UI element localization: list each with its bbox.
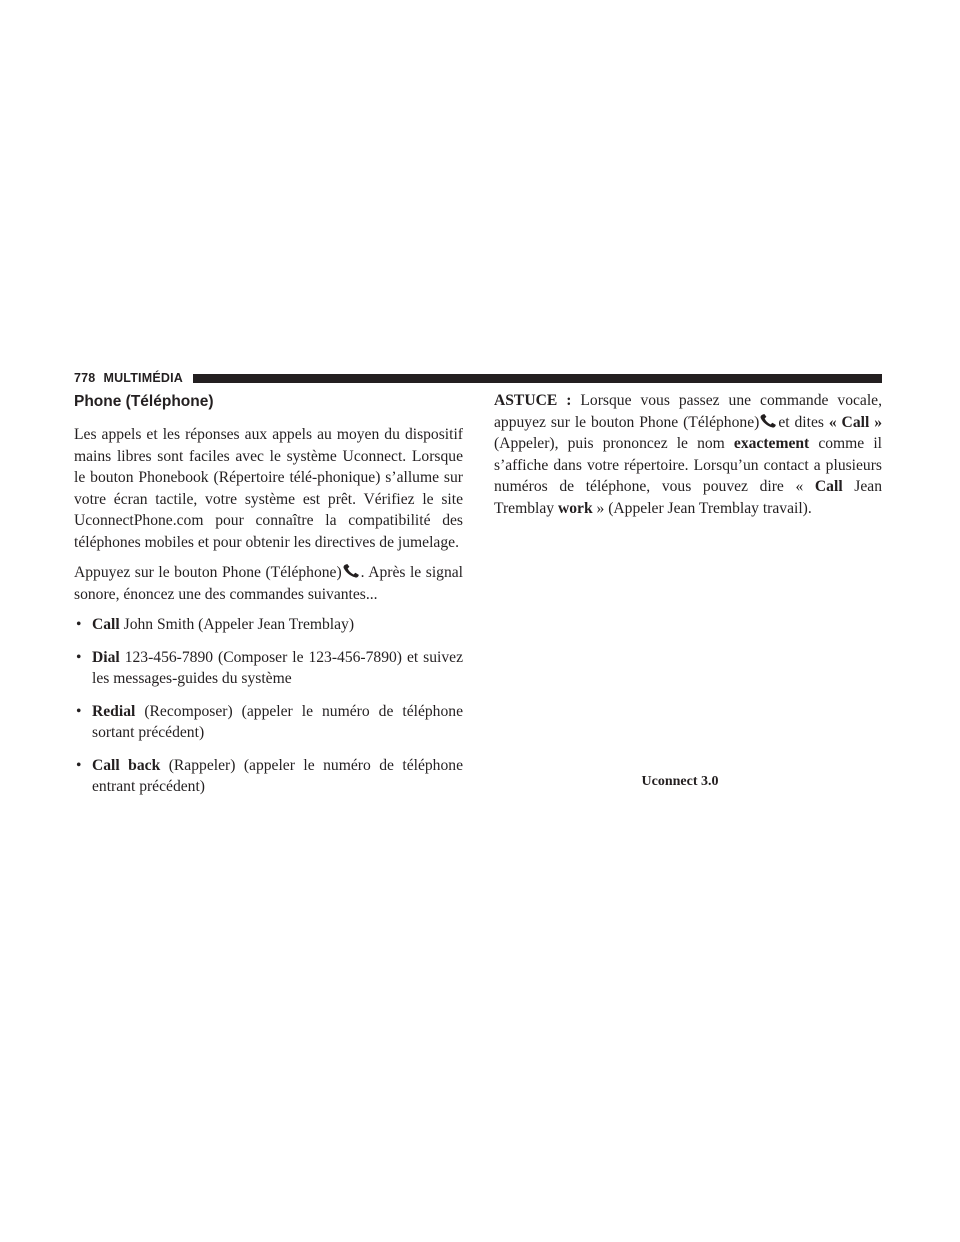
- command-keyword: Call: [92, 616, 120, 633]
- tip-text: Lorsque vous passez une commande vocale, appuyez sur le bouton Phone (Téléphone): [494, 392, 882, 431]
- page-header: [74, 367, 882, 389]
- command-text: John Smith (Appeler Jean Tremblay): [119, 616, 355, 633]
- instruction-text-end: . Après le signal sonore, énoncez une des commandes suivantes...: [74, 564, 463, 603]
- tip-text: et dites: [778, 413, 824, 431]
- command-keyword: Dial: [92, 648, 120, 666]
- list-item: [74, 614, 463, 636]
- command-keyword: Call back: [92, 756, 161, 774]
- tip-keyword: Call: [814, 478, 843, 495]
- tip-label: ASTUCE :: [494, 392, 572, 409]
- tip-text: comme il s’affiche dans votre répertoire. Lorsqu’un contact a plusieurs numéros de téléphone, vous pouvez dire «: [494, 435, 882, 495]
- right-column: [494, 390, 882, 528]
- phone-icon: [343, 564, 360, 578]
- left-column: [74, 392, 463, 809]
- tip-text: Jean Tremblay: [494, 478, 882, 517]
- phone-icon: [760, 414, 777, 428]
- bullet: •: [76, 756, 82, 774]
- tip-paragraph: [494, 390, 882, 519]
- tip-text: (Appeler), puis prononcez le nom: [494, 435, 734, 452]
- command-keyword: Redial: [92, 702, 136, 720]
- intro-paragraph: Les appels et les réponses aux appels au moyen du dispositif mains libres sont faciles avec le système Uconnect. Lorsque le bouton Phonebook (Répertoire télé-phonique) s’allume sur votre écran tactile, votre système est prêt. Vérifiez le site UconnectPhone.com pour connaître la compatibilité des téléphones mobiles et pour obtenir les directives de jumelage.: [74, 426, 463, 551]
- list-item: [74, 647, 463, 690]
- instruction-text-start: Appuyez sur le bouton Phone (Téléphone): [74, 564, 342, 581]
- bullet: •: [76, 648, 82, 666]
- command-text: (Recomposer) (appeler le numéro de téléphone sortant précédent): [92, 702, 463, 741]
- command-text: (Rappeler) (appeler le numéro de téléphone entrant précédent): [92, 756, 463, 795]
- instruction-paragraph: [74, 562, 463, 605]
- tip-keyword: work: [557, 499, 593, 517]
- figure-caption: Uconnect 3.0: [641, 774, 719, 789]
- tip-keyword: « Call »: [823, 413, 882, 431]
- section-title: Phone (Téléphone): [74, 393, 214, 410]
- bullet: •: [76, 702, 82, 720]
- command-text: 123-456-7890 (Composer le 123-456-7890) et suivez les messages-guides du système: [92, 648, 463, 687]
- section-name: MULTIMÉDIA: [103, 371, 184, 385]
- bullet: •: [76, 616, 82, 633]
- list-item: [74, 755, 463, 798]
- tip-text: » (Appeler Jean Tremblay travail).: [592, 499, 812, 517]
- header-rule: [193, 374, 882, 383]
- list-item: [74, 701, 463, 744]
- page-number: 778: [74, 371, 96, 385]
- command-list: [74, 614, 463, 798]
- tip-keyword: exactement: [733, 435, 810, 452]
